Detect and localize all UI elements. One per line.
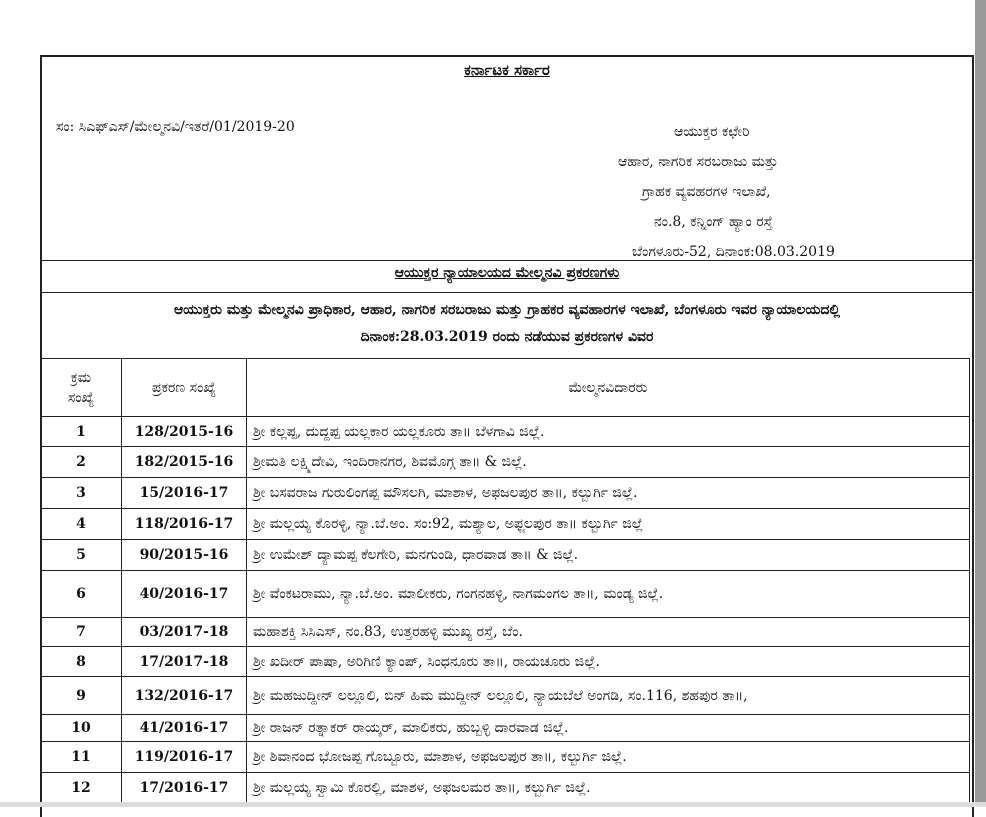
- header-serial-number: ಕ್ರಮ ಸಂಖ್ಯೆ: [41, 359, 122, 417]
- divider: [42, 260, 972, 261]
- case-number: 41/2016-17: [122, 715, 247, 742]
- serial-number: 7: [41, 618, 122, 647]
- table-header-row: [41, 359, 970, 417]
- case-number: 17/2017-18: [122, 647, 247, 677]
- table-row: [41, 742, 970, 773]
- case-number: 90/2015-16: [122, 540, 247, 571]
- appellant: ಶ್ರೀ ಮಲ್ಲಯ್ಯ ಕೊರಳ್ಳಿ, ನ್ಯಾ.ಬೆ.ಅಂ. ಸಂ:92, ಮಶ್ಯಾಲ, ಅಫ್ಜಲಪುರ ತಾ॥ ಕಲ್ಬುರ್ಗಿ ಜಿಲ್ಲೆ: [247, 509, 970, 540]
- table-row: [41, 417, 970, 447]
- appellant: ಶ್ರೀ ಕಲ್ಲಪ್ಪ, ದುದ್ದಪ್ಪ ಯಲ್ಲಕಾರ ಯಲ್ಲಕೂರು ತಾ॥ ಬೆಳಗಾವಿ ಜಿಲ್ಲೆ.: [247, 417, 970, 447]
- hearing-description: [42, 297, 972, 351]
- office-address: [612, 117, 835, 267]
- header-case-number: ಪ್ರಕರಣ ಸಂಖ್ಯೆ: [122, 359, 247, 417]
- description-line: ಆಯುಕ್ತರು ಮತ್ತು ಮೇಲ್ಮನವಿ ಪ್ರಾಧಿಕಾರ, ಆಹಾರ, ನಾಗರಿಕ ಸರಬರಾಜು ಮತ್ತು ಗ್ರಾಹಕರ ವ್ಯವಹಾರಗಳ ಇಲಾಖೆ, ಬೆಂಗಳೂರು ಇವರ ನ್ಯಾಯಾಲಯದಲ್ಲಿ: [173, 302, 841, 318]
- reference-number: ಸಂ: ಸಿಎಫ್‌ಎಸ್/ಮೇಲ್ಮನವಿ/ಇತರೆ/01/2019-20: [56, 119, 295, 135]
- table-row: [41, 540, 970, 571]
- cases-table: [40, 358, 970, 804]
- case-number: 128/2015-16: [122, 417, 247, 447]
- table-row: [41, 447, 970, 478]
- office-line: ಗ್ರಾಹಕ ವ್ಯವಹರಗಳ ಇಲಾಖೆ,: [642, 184, 771, 200]
- serial-number: 12: [41, 773, 122, 804]
- serial-number: 11: [41, 742, 122, 773]
- header-appellant: ಮೇಲ್ಮನವಿದಾರರು: [247, 359, 970, 417]
- serial-number: 4: [41, 509, 122, 540]
- description-line: ದಿನಾಂಕ:28.03.2019 ರಂದು ನಡೆಯುವ ಪ್ರಕರಣಗಳ ವಿವರ: [360, 329, 654, 345]
- table-row: [41, 773, 970, 804]
- table-row: [41, 677, 970, 715]
- appellant: ಶ್ರೀ ರಾಜನ್ ರತ್ನಾಕರ್ ರಾಯ್ಕರ್, ಮಾಲಿಕರು, ಹುಬ್ಬಳ್ಳಿ ದಾರವಾಡ ಜಿಲ್ಲೆ.: [247, 715, 970, 742]
- office-line: ಬೆಂಗಳೂರು-52, ದಿನಾಂಕ:08.03.2019: [632, 244, 835, 260]
- appellant: ಶ್ರೀಮತಿ ಲಕ್ಷ್ಮಿದೇವಿ, ಇಂದಿರಾನಗರ, ಶಿವಮೊಗ್ಗ ತಾ॥ & ಜಿಲ್ಲೆ.: [247, 447, 970, 478]
- appellant: ಶ್ರೀ ಮಹಜುದ್ದೀನ್ ಲಲ್ಲೂಲಿ, ಬಿನ್ ಹಿಮ ಮುದ್ದೀನ್ ಲಲ್ಲೂಲಿ, ನ್ಯಾಯಬೆಲೆ ಅಂಗಡಿ, ಸಂ.116, ಶಹಪುರ ತಾ॥,: [247, 677, 970, 715]
- table-row: [41, 715, 970, 742]
- serial-number: 5: [41, 540, 122, 571]
- page-bottom-edge: [0, 802, 986, 807]
- appellant: ಶ್ರೀ ಉಮೇಶ್ ದ್ಯಾಮಪ್ಪ ಕೆಲಗೇರಿ, ಮನಗುಂಡಿ, ಧಾರವಾಡ ತಾ॥ & ಜಿಲ್ಲೆ.: [247, 540, 970, 571]
- table-row: [41, 647, 970, 677]
- table-row: [41, 618, 970, 647]
- serial-number: 10: [41, 715, 122, 742]
- appellant: ಶ್ರೀ ವೆಂಕಟರಾಮು, ನ್ಯಾ.ಬೆ.ಅಂ. ಮಾಲೀಕರು, ಗಂಗನಹಳ್ಳಿ, ನಾಗಮಂಗಲ ತಾ॥, ಮಂಡ್ಯ ಜಿಲ್ಲೆ.: [247, 571, 970, 618]
- page-edge-shadow: [975, 0, 986, 807]
- section-heading: ಆಯುಕ್ತರ ನ್ಯಾಯಾಲಯದ ಮೇಲ್ಮನವಿ ಪ್ರಕರಣಗಳು: [394, 265, 620, 281]
- office-line: ಆಯುಕ್ತರ ಕಛೇರಿ: [674, 124, 750, 140]
- appellant: ಶ್ರೀ ಶಿವಾನಂದ ಭೋಜಪ್ಪ ಗೊಬ್ಬೂರು, ಮಾಶಾಳ, ಅಫಜಲಪುರ ತಾ॥, ಕಲ್ಬುರ್ಗಿ ಜಿಲ್ಲೆ.: [247, 742, 970, 773]
- appellant: ಶ್ರೀ ಬಸವರಾಜ ಗುರುಲಿಂಗಪ್ಪ ಮೌಸಲಗಿ, ಮಾಶಾಳ, ಅಫಜಲಪುರ ತಾ॥, ಕಲ್ಬುರ್ಗಿ ಜಿಲ್ಲೆ.: [247, 478, 970, 509]
- appellant: ಶ್ರೀ ಖದೀರ್ ಪಾಷಾ, ಅರಿಗಿಣಿ ಕ್ಯಾಂಪ್, ಸಿಂಧನೂರು ತಾ॥, ರಾಯಚೂರು ಜಿಲ್ಲೆ.: [247, 647, 970, 677]
- divider: [42, 292, 972, 293]
- case-number: 03/2017-18: [122, 618, 247, 647]
- serial-number: 6: [41, 571, 122, 618]
- serial-number: 9: [41, 677, 122, 715]
- office-line: ಆಹಾರ, ನಾಗರಿಕ ಸರಬರಾಜು ಮತ್ತು: [618, 154, 778, 170]
- case-number: 40/2016-17: [122, 571, 247, 618]
- serial-number: 2: [41, 447, 122, 478]
- office-line: ನಂ.8, ಕನ್ನಿಂಗ್ ಹ್ಯಾಂ ರಸ್ತೆ: [654, 214, 773, 230]
- appellant: ಮಹಾಶಕ್ತಿ ಸಿಸಿಎಸ್, ನಂ.83, ಉತ್ತರಹಳ್ಳಿ ಮುಖ್ಯ ರಸ್ತೆ, ಬೆಂ.: [247, 618, 970, 647]
- case-number: 182/2015-16: [122, 447, 247, 478]
- appellant: ಶ್ರೀ ಮಲ್ಲಯ್ಯ ಸ್ವಾಮಿ ಕೊರಲ್ಲಿ, ಮಾಶಳ, ಅಫಜಲಮರ ತಾ॥, ಕಲ್ಬುರ್ಗಿ ಜಿಲ್ಲೆ.: [247, 773, 970, 804]
- case-number: 132/2016-17: [122, 677, 247, 715]
- serial-number: 3: [41, 478, 122, 509]
- table-row: [41, 478, 970, 509]
- serial-number: 1: [41, 417, 122, 447]
- table-row: [41, 509, 970, 540]
- table-row: [41, 571, 970, 618]
- case-number: 17/2016-17: [122, 773, 247, 804]
- case-number: 15/2016-17: [122, 478, 247, 509]
- case-number: 118/2016-17: [122, 509, 247, 540]
- serial-number: 8: [41, 647, 122, 677]
- case-number: 119/2016-17: [122, 742, 247, 773]
- government-title: ಕರ್ನಾಟಕ ಸರ್ಕಾರ: [464, 61, 550, 79]
